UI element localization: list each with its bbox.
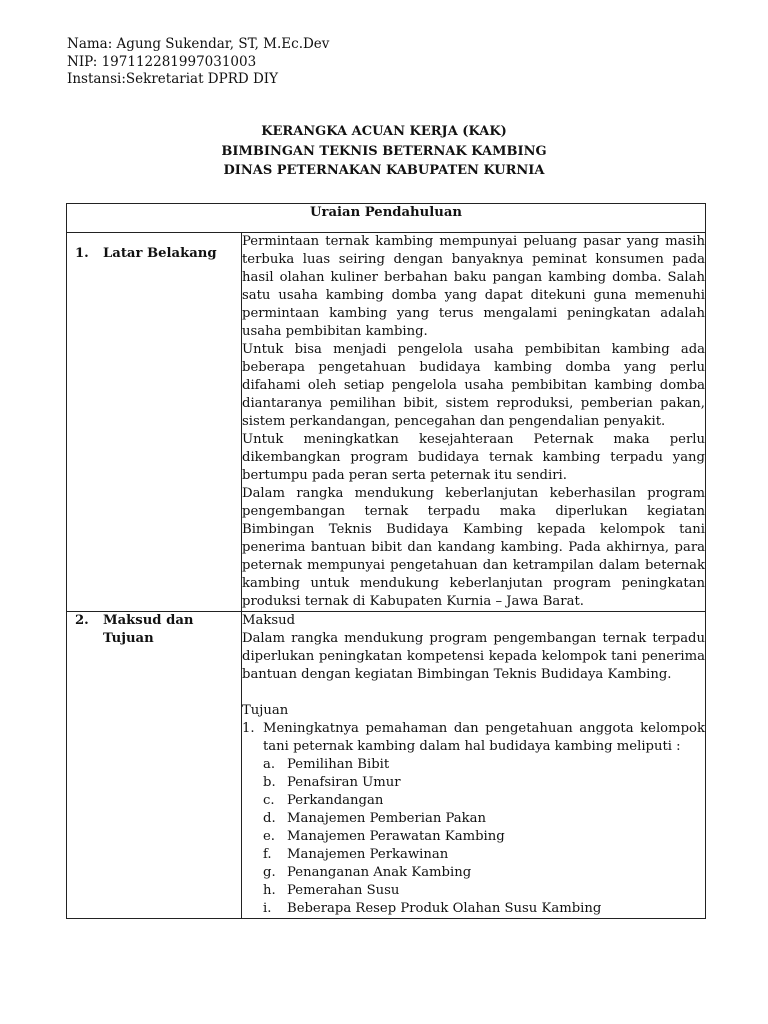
author-info	[67, 36, 329, 89]
list-item-letter: i.	[263, 901, 272, 916]
section-label-line-2: Tujuan	[103, 631, 154, 646]
list-item-text: Pemilihan Bibit	[287, 757, 390, 772]
list-item	[263, 846, 705, 864]
maksud-text: Dalam rangka mendukung program pengembangan ternak terpadu diperlukan peningkatan kompetensi kepada kelompok tani penerima bantuan dengan kegiatan Bimbingan Teknis Budidaya Kambing.	[242, 631, 705, 682]
maksud-heading: Maksud	[242, 613, 296, 628]
paragraph: Untuk meningkatkan kesejahteraan Peternak maka perlu dikembangkan program budidaya ternak kambing terpadu yang bertumpu pada peran serta peternak itu sendiri.	[242, 432, 705, 483]
list-item-text: Beberapa Resep Produk Olahan Susu Kambing	[287, 901, 602, 916]
paragraph: Untuk bisa menjadi pengelola usaha pembibitan kambing ada beberapa pengetahuan budidaya kambing domba yang perlu difahami oleh setiap pengelola usaha pembibitan kambing domba diantaranya pemilihan bibit, sistem reproduksi, pemberian pakan, sistem perkandangan, pencegahan dan pengendalian penyakit.	[242, 342, 705, 429]
list-item-letter: c.	[263, 793, 275, 808]
section-maksud-tujuan	[67, 612, 706, 919]
title-line-3: DINAS PETERNAKAN KABUPATEN KURNIA	[223, 163, 545, 178]
list-item-text: Penanganan Anak Kambing	[287, 865, 472, 880]
sub-list	[242, 756, 705, 918]
tujuan-item-number: 1.	[242, 721, 255, 736]
spacer	[242, 684, 705, 702]
list-item-letter: b.	[263, 775, 276, 790]
list-item	[263, 810, 705, 828]
section-content	[242, 233, 706, 612]
section-number: 2.	[75, 613, 89, 628]
list-item	[263, 792, 705, 810]
list-item	[263, 864, 705, 882]
paragraph: Dalam rangka mendukung keberlanjutan keberhasilan program pengembangan ternak terpadu maka diperlukan kegiatan Bimbingan Teknis Budidaya Kambing kepada kelompok tani penerima bantuan bibit dan kandang kambing. Pada akhirnya, para peternak mempunyai pengetahuan dan ketrampilan dalam beternak kambing untuk mendukung keberlanjutan program peningkatan produksi ternak di Kabupaten Kurnia – Jawa Barat.	[242, 486, 705, 609]
kak-table	[66, 203, 706, 919]
list-item-letter: a.	[263, 757, 276, 772]
intro-header-row	[67, 204, 706, 233]
section-latar-belakang	[67, 233, 706, 612]
list-item-letter: g.	[263, 865, 276, 880]
author-nip: NIP: 197112281997031003	[67, 53, 257, 70]
section-label	[103, 612, 241, 648]
list-item-letter: h.	[263, 883, 276, 898]
section-label-line-1: Maksud dan	[103, 613, 194, 628]
list-item-letter: d.	[263, 811, 276, 826]
title-line-2: BIMBINGAN TEKNIS BETERNAK KAMBING	[221, 143, 547, 159]
list-item	[263, 900, 705, 918]
section-label-cell	[67, 233, 242, 612]
section-label: Latar Belakang	[103, 246, 217, 261]
list-item-text: Manajemen Perawatan Kambing	[287, 829, 505, 844]
section-number: 1.	[75, 246, 89, 261]
document-title	[0, 122, 768, 181]
title-line-1: KERANGKA ACUAN KERJA (KAK)	[261, 124, 507, 139]
list-item-text: Pemerahan Susu	[287, 883, 400, 898]
list-item-text: Perkandangan	[287, 793, 384, 808]
list-item-text: Manajemen Perkawinan	[287, 847, 449, 862]
intro-header: Uraian Pendahuluan	[67, 204, 706, 233]
author-institution: Instansi:Sekretariat DPRD DIY	[67, 71, 279, 87]
list-item	[263, 828, 705, 846]
tujuan-heading: Tujuan	[242, 703, 289, 718]
section-label-cell	[67, 612, 242, 919]
list-item-letter: e.	[263, 829, 275, 844]
tujuan-item	[242, 720, 705, 756]
list-item-letter: f.	[263, 847, 272, 862]
list-item-text: Penafsiran Umur	[287, 775, 401, 790]
list-item-text: Manajemen Pemberian Pakan	[287, 811, 487, 826]
list-item	[263, 882, 705, 900]
list-item	[263, 756, 705, 774]
author-name: Nama: Agung Sukendar, ST, M.Ec.Dev	[67, 36, 330, 52]
list-item	[263, 774, 705, 792]
paragraph: Permintaan ternak kambing mempunyai peluang pasar yang masih terbuka luas seiring dengan banyaknya peminat konsumen pada hasil olahan kuliner berbahan baku pangan kambing domba. Salah satu usaha kambing domba yang dapat ditekuni guna memenuhi permintaan kambing yang terus mengalami peningkatan adalah usaha pembibitan kambing.	[242, 234, 705, 339]
section-content	[242, 612, 706, 919]
tujuan-item-text: Meningkatnya pemahaman dan pengetahuan anggota kelompok tani peternak kambing dalam hal budidaya kambing meliputi :	[263, 721, 705, 754]
